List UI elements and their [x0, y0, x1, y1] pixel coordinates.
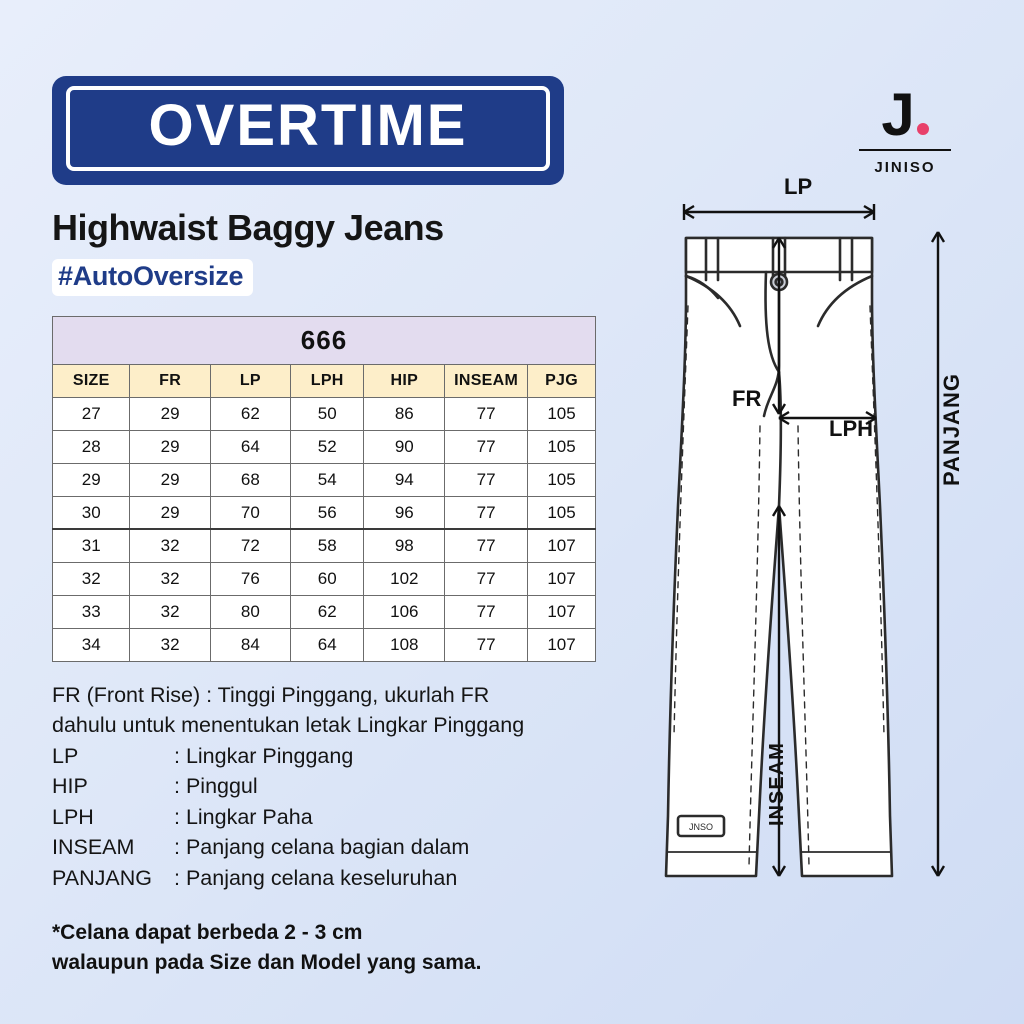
- note-line-1: *Celana dapat berbeda 2 - 3 cm: [52, 920, 363, 944]
- cell-pjg: 105: [528, 463, 596, 496]
- cell-fr: 32: [130, 628, 210, 661]
- cell-lp: 76: [210, 562, 290, 595]
- brand-mark: [881, 81, 928, 148]
- cell-hip: 86: [364, 397, 445, 430]
- legend-label-lph: LPH: [52, 804, 94, 829]
- note-line-2: walaupun pada Size dan Model yang sama.: [52, 950, 482, 974]
- dimension-label-inseam: INSEAM: [766, 742, 788, 826]
- cell-size: 31: [53, 529, 130, 562]
- disclaimer-note: [52, 918, 652, 979]
- cell-lph: 50: [290, 397, 363, 430]
- legend-item-lph: [52, 802, 652, 833]
- cell-lp: 70: [210, 496, 290, 529]
- table-row: [53, 463, 596, 496]
- hashtag-badge: #AutoOversize: [52, 259, 253, 296]
- cell-fr: 32: [130, 595, 210, 628]
- brand-logo: [850, 81, 960, 176]
- cell-fr: 32: [130, 562, 210, 595]
- cell-hip: 96: [364, 496, 445, 529]
- brand-name: JINISO: [874, 159, 936, 176]
- legend-item-lp: [52, 741, 652, 772]
- cell-inseam: 77: [445, 496, 528, 529]
- cell-size: 33: [53, 595, 130, 628]
- dimension-label-lph: LPH: [829, 416, 873, 441]
- cell-pjg: 105: [528, 397, 596, 430]
- cell-fr: 29: [130, 430, 210, 463]
- cell-lp: 84: [210, 628, 290, 661]
- title-badge-inner: [66, 86, 550, 171]
- table-row: [53, 496, 596, 529]
- column-header-fr: FR: [130, 364, 210, 397]
- dimension-label-lp: LP: [784, 174, 813, 199]
- legend-value-lph: : Lingkar Paha: [174, 804, 313, 829]
- table-header-row: [53, 364, 596, 397]
- legend-fr-line1: FR (Front Rise) : Tinggi Pinggang, ukurlah FR: [52, 682, 490, 707]
- hashtag-wrap: [52, 259, 652, 296]
- cell-inseam: 77: [445, 529, 528, 562]
- jeans-technical-drawing: [648, 176, 1000, 916]
- patch-label: JNSO: [688, 822, 714, 832]
- cell-inseam: 77: [445, 430, 528, 463]
- cell-lp: 80: [210, 595, 290, 628]
- table-row: [53, 430, 596, 463]
- cell-size: 28: [53, 430, 130, 463]
- cell-hip: 94: [364, 463, 445, 496]
- column-header-pjg: PJG: [528, 364, 596, 397]
- cell-lp: 62: [210, 397, 290, 430]
- legend: [52, 680, 652, 894]
- cell-hip: 98: [364, 529, 445, 562]
- table-row: [53, 562, 596, 595]
- legend-value-hip: : Pinggul: [174, 774, 258, 799]
- cell-lph: 54: [290, 463, 363, 496]
- legend-fr-line2: dahulu untuk menentukan letak Lingkar Pinggang: [52, 713, 525, 738]
- cell-lp: 64: [210, 430, 290, 463]
- page-title: OVERTIME: [148, 93, 468, 158]
- column-header-lp: LP: [210, 364, 290, 397]
- cell-size: 32: [53, 562, 130, 595]
- cell-size: 30: [53, 496, 130, 529]
- legend-label-inseam: INSEAM: [52, 835, 135, 860]
- size-chart-table: [52, 316, 596, 662]
- cell-lph: 62: [290, 595, 363, 628]
- cell-lph: 52: [290, 430, 363, 463]
- cell-fr: 32: [130, 529, 210, 562]
- cell-lp: 68: [210, 463, 290, 496]
- legend-label-panjang: PANJANG: [52, 865, 152, 890]
- cell-inseam: 77: [445, 628, 528, 661]
- cell-pjg: 107: [528, 529, 596, 562]
- cell-lph: 64: [290, 628, 363, 661]
- model-number: 666: [53, 316, 596, 364]
- table-row: [53, 397, 596, 430]
- brand-divider: [859, 149, 951, 151]
- cell-size: 34: [53, 628, 130, 661]
- brand-dot-icon: [917, 123, 929, 135]
- cell-pjg: 107: [528, 628, 596, 661]
- legend-value-inseam: : Panjang celana bagian dalam: [174, 835, 470, 860]
- table-row: [53, 628, 596, 661]
- brand-letter: J: [881, 81, 915, 148]
- cell-hip: 108: [364, 628, 445, 661]
- cell-pjg: 105: [528, 496, 596, 529]
- legend-item-hip: [52, 771, 652, 802]
- cell-inseam: 77: [445, 463, 528, 496]
- legend-label-lp: LP: [52, 743, 79, 768]
- cell-inseam: 77: [445, 595, 528, 628]
- legend-item-inseam: [52, 832, 652, 863]
- left-column: [52, 76, 652, 978]
- cell-lph: 56: [290, 496, 363, 529]
- jeans-diagram: [648, 176, 1000, 916]
- column-header-lph: LPH: [290, 364, 363, 397]
- dimension-label-fr: FR: [732, 386, 762, 411]
- column-header-size: SIZE: [53, 364, 130, 397]
- legend-item-panjang: [52, 863, 652, 894]
- cell-pjg: 107: [528, 562, 596, 595]
- table-row: [53, 529, 596, 562]
- cell-lp: 72: [210, 529, 290, 562]
- cell-fr: 29: [130, 397, 210, 430]
- cell-fr: 29: [130, 496, 210, 529]
- cell-pjg: 105: [528, 430, 596, 463]
- cell-hip: 90: [364, 430, 445, 463]
- table-model-row: [53, 316, 596, 364]
- cell-lph: 58: [290, 529, 363, 562]
- page-subtitle: Highwaist Baggy Jeans: [52, 206, 444, 248]
- column-header-hip: HIP: [364, 364, 445, 397]
- table-row: [53, 595, 596, 628]
- dimension-label-panjang: PANJANG: [939, 373, 964, 486]
- title-badge: [52, 76, 564, 185]
- legend-label-hip: HIP: [52, 774, 88, 799]
- cell-pjg: 107: [528, 595, 596, 628]
- cell-inseam: 77: [445, 397, 528, 430]
- cell-hip: 106: [364, 595, 445, 628]
- cell-size: 27: [53, 397, 130, 430]
- cell-hip: 102: [364, 562, 445, 595]
- cell-lph: 60: [290, 562, 363, 595]
- cell-inseam: 77: [445, 562, 528, 595]
- legend-value-lp: : Lingkar Pinggang: [174, 743, 354, 768]
- cell-size: 29: [53, 463, 130, 496]
- column-header-inseam: INSEAM: [445, 364, 528, 397]
- cell-fr: 29: [130, 463, 210, 496]
- legend-value-panjang: : Panjang celana keseluruhan: [174, 865, 458, 890]
